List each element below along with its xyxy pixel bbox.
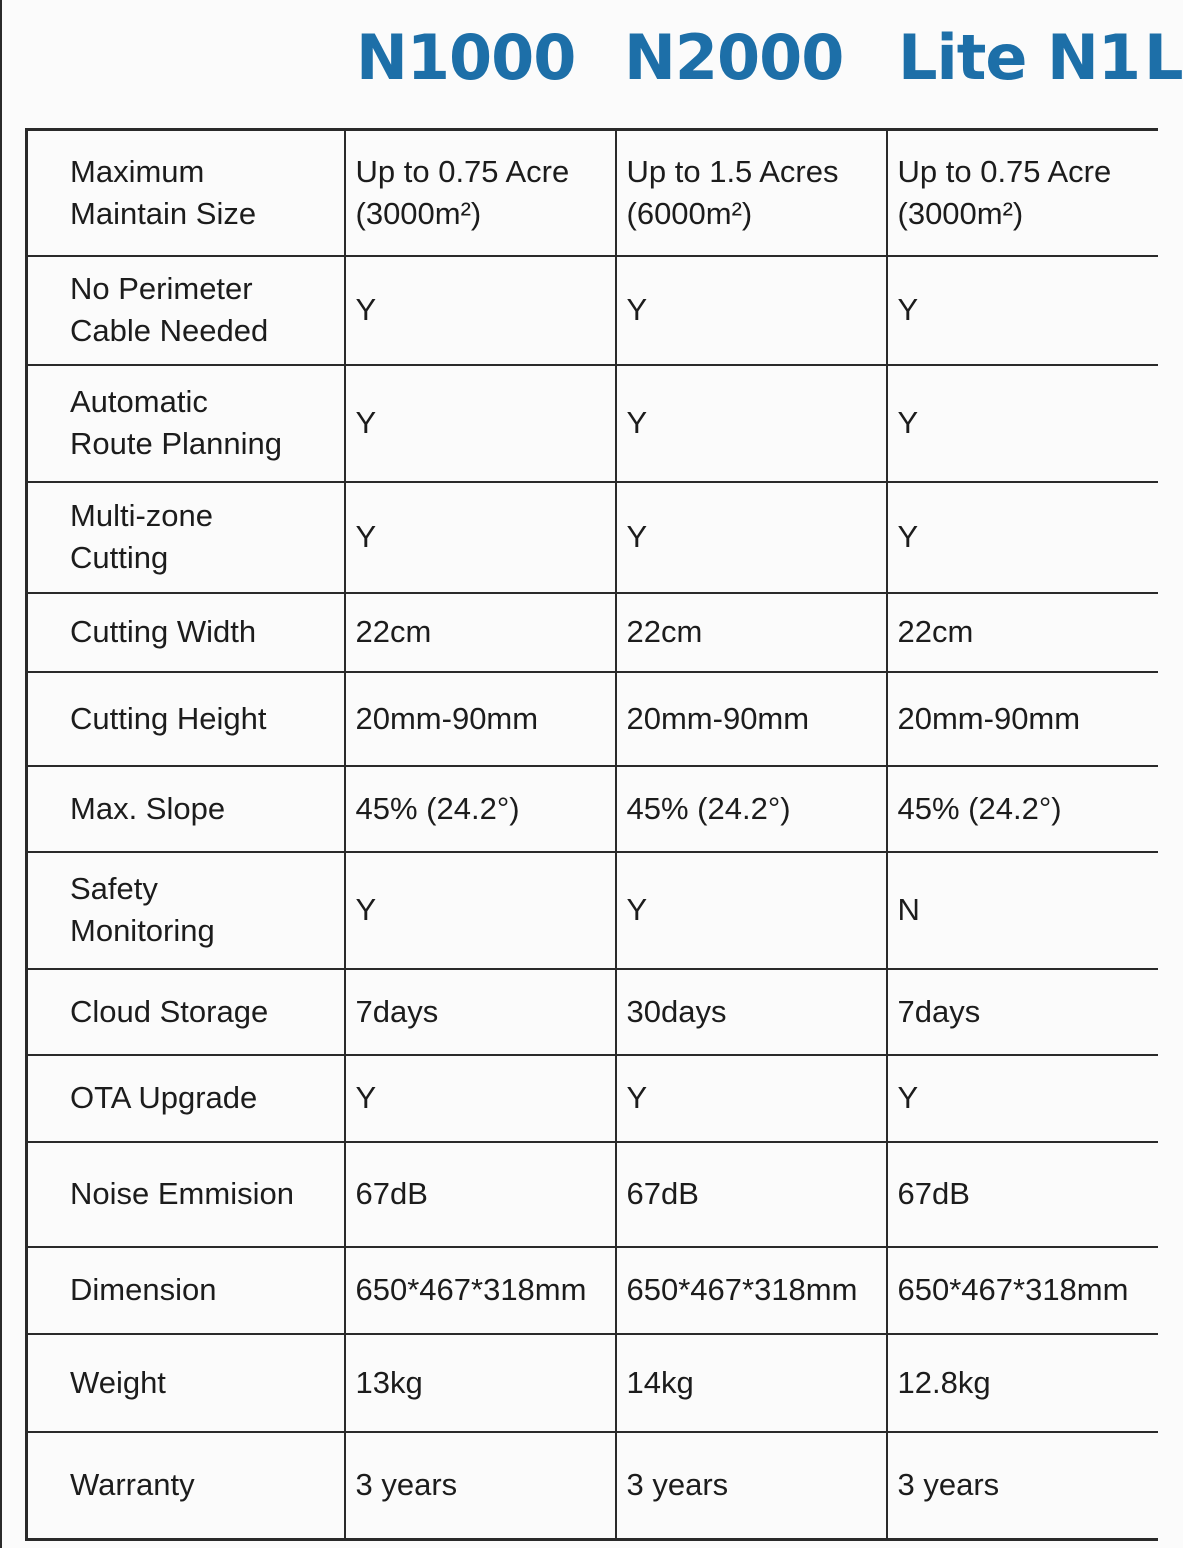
cell-lite-n1: 67dB bbox=[887, 1142, 1158, 1247]
left-edge-border bbox=[0, 0, 2, 1548]
cell-n2000: 30days bbox=[616, 969, 887, 1055]
table-row bbox=[27, 852, 1158, 969]
table-row bbox=[27, 482, 1158, 593]
cell-lite-n1: Up to 0.75 Acre (3000m²) bbox=[887, 130, 1158, 256]
cell-n2000: Y bbox=[616, 256, 887, 365]
row-label: OTA Upgrade bbox=[27, 1055, 345, 1142]
spec-table-body bbox=[27, 130, 1158, 1540]
table-row bbox=[27, 1432, 1158, 1540]
cell-lite-n1: Y bbox=[887, 1055, 1158, 1142]
cell-n2000: 67dB bbox=[616, 1142, 887, 1247]
table-row bbox=[27, 593, 1158, 672]
cell-n1000: Y bbox=[345, 365, 616, 482]
row-label: Multi-zone Cutting bbox=[27, 482, 345, 593]
model-header bbox=[0, 0, 1183, 128]
table-row bbox=[27, 766, 1158, 852]
cell-n1000: 13kg bbox=[345, 1334, 616, 1432]
row-label: Dimension bbox=[27, 1247, 345, 1334]
cell-lite-n1: 22cm bbox=[887, 593, 1158, 672]
model-name-n1000: N1000 bbox=[356, 21, 576, 94]
cell-lite-n1: 20mm-90mm bbox=[887, 672, 1158, 766]
table-row bbox=[27, 1334, 1158, 1432]
cell-n2000: Y bbox=[616, 365, 887, 482]
table-row bbox=[27, 1247, 1158, 1334]
row-label: Cloud Storage bbox=[27, 969, 345, 1055]
cell-n2000: 3 years bbox=[616, 1432, 887, 1540]
cell-lite-n1: 650*467*318mm bbox=[887, 1247, 1158, 1334]
model-name-lite-n1: Lite N1 bbox=[898, 21, 1141, 94]
cell-n2000: 20mm-90mm bbox=[616, 672, 887, 766]
cell-lite-n1: Y bbox=[887, 482, 1158, 593]
row-label: Weight bbox=[27, 1334, 345, 1432]
row-label: Maximum Maintain Size bbox=[27, 130, 345, 256]
spec-comparison-table bbox=[25, 128, 1158, 1541]
cell-n1000: Y bbox=[345, 256, 616, 365]
cell-lite-n1: Y bbox=[887, 256, 1158, 365]
table-row bbox=[27, 130, 1158, 256]
cell-n1000: 22cm bbox=[345, 593, 616, 672]
row-label: Safety Monitoring bbox=[27, 852, 345, 969]
table-row bbox=[27, 969, 1158, 1055]
row-label: No Perimeter Cable Needed bbox=[27, 256, 345, 365]
row-label: Automatic Route Planning bbox=[27, 365, 345, 482]
cell-n2000: Y bbox=[616, 852, 887, 969]
cell-n1000: 67dB bbox=[345, 1142, 616, 1247]
cell-n1000: 7days bbox=[345, 969, 616, 1055]
table-row bbox=[27, 365, 1158, 482]
cell-n2000: 650*467*318mm bbox=[616, 1247, 887, 1334]
cell-lite-n1: N bbox=[887, 852, 1158, 969]
cell-lite-n1: Y bbox=[887, 365, 1158, 482]
table-row bbox=[27, 256, 1158, 365]
cell-n2000: Y bbox=[616, 1055, 887, 1142]
cell-lite-n1: 45% (24.2°) bbox=[887, 766, 1158, 852]
cell-n1000: Y bbox=[345, 852, 616, 969]
cell-n2000: 14kg bbox=[616, 1334, 887, 1432]
table-row bbox=[27, 1055, 1158, 1142]
row-label: Max. Slope bbox=[27, 766, 345, 852]
cell-n2000: 45% (24.2°) bbox=[616, 766, 887, 852]
cell-n2000: 22cm bbox=[616, 593, 887, 672]
cell-n1000: Up to 0.75 Acre (3000m²) bbox=[345, 130, 616, 256]
row-label: Cutting Width bbox=[27, 593, 345, 672]
cell-lite-n1: 7days bbox=[887, 969, 1158, 1055]
cell-lite-n1: 12.8kg bbox=[887, 1334, 1158, 1432]
table-row bbox=[27, 1142, 1158, 1247]
row-label: Noise Emmision bbox=[27, 1142, 345, 1247]
row-label: Warranty bbox=[27, 1432, 345, 1540]
cell-n1000: 45% (24.2°) bbox=[345, 766, 616, 852]
cell-n2000: Y bbox=[616, 482, 887, 593]
row-label: Cutting Height bbox=[27, 672, 345, 766]
cell-n1000: 20mm-90mm bbox=[345, 672, 616, 766]
cell-n2000: Up to 1.5 Acres (6000m²) bbox=[616, 130, 887, 256]
cell-n1000: Y bbox=[345, 1055, 616, 1142]
model-name-n2000: N2000 bbox=[624, 21, 844, 94]
table-row bbox=[27, 672, 1158, 766]
cell-n1000: 3 years bbox=[345, 1432, 616, 1540]
cell-n1000: 650*467*318mm bbox=[345, 1247, 616, 1334]
cell-lite-n1: 3 years bbox=[887, 1432, 1158, 1540]
cell-n1000: Y bbox=[345, 482, 616, 593]
model-name-cutoff: L bbox=[1144, 21, 1183, 94]
